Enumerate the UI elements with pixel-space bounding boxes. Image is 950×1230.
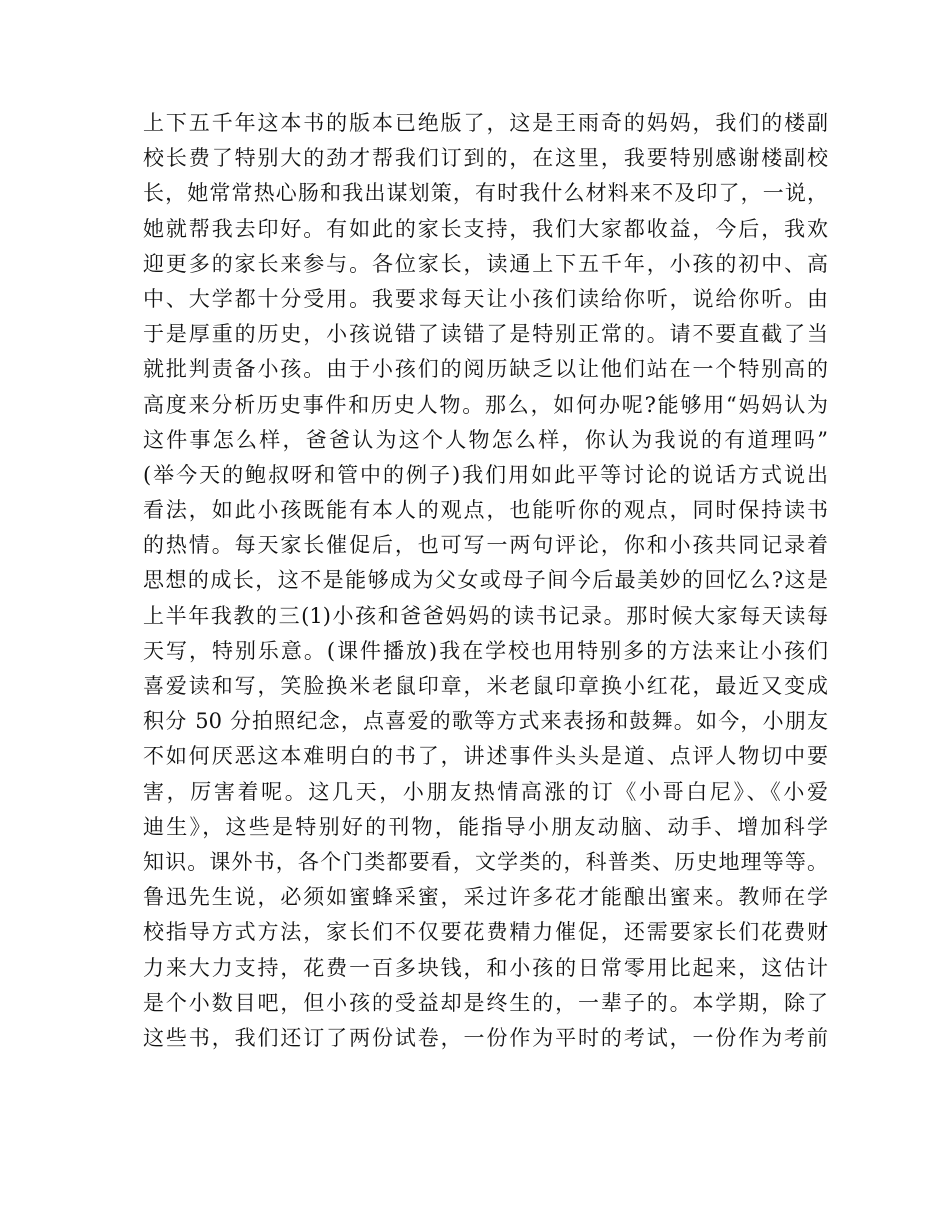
text-line: 害，厉害着呢。这几天，小朋友热情高涨的订《小哥白尼》、《小爱 xyxy=(143,779,828,804)
text-line: 不如何厌恶这本难明白的书了，讲述事件头头是道、点评人物切中要 xyxy=(143,744,828,769)
text-line: 迎更多的家长来参与。各位家长，读通上下五千年，小孩的初中、高 xyxy=(143,251,828,276)
text-line: 知识。课外书，各个门类都要看，文学类的，科普类、历史地理等等。 xyxy=(143,849,828,874)
text-line: 力来大力支持，花费一百多块钱，和小孩的日常零用比起来，这估计 xyxy=(143,955,828,980)
body-text xyxy=(143,106,828,1056)
text-line: 喜爱读和写，笑脸换米老鼠印章，米老鼠印章换小红花，最近又变成 xyxy=(143,674,828,698)
text-line: 她就帮我去印好。有如此的家长支持，我们大家都收益，今后，我欢 xyxy=(143,216,828,241)
text-line: 上下五千年这本书的版本已绝版了，这是王雨奇的妈妈，我们的楼副 xyxy=(143,111,828,135)
text-line: 中、大学都十分受用。我要求每天让小孩们读给你听，说给你听。由 xyxy=(143,286,828,311)
text-line: 鲁迅先生说，必须如蜜蜂采蜜，采过许多花才能酿出蜜来。教师在学 xyxy=(143,885,828,910)
text-line: 积分 50 分拍照纪念，点喜爱的歌等方式来表扬和鼓舞。如今，小朋友 xyxy=(143,709,828,734)
text-line: 看法，如此小孩既能有本人的观点，也能听你的观点，同时保持读书 xyxy=(143,498,828,523)
text-line: 高度来分析历史事件和历史人物。那么，如何办呢?能够用“妈妈认为 xyxy=(143,392,828,417)
text-line: 天写，特别乐意。(课件播放)我在学校也用特别多的方法来让小孩们 xyxy=(143,638,828,663)
text-line: 思想的成长，这不是能够成为父女或母子间今后最美妙的回忆么?这是 xyxy=(143,568,828,593)
text-line: 长，她常常热心肠和我出谋划策，有时我什么材料来不及印了，一说， xyxy=(143,181,828,206)
text-line: 于是厚重的历史，小孩说错了读错了是特别正常的。请不要直截了当 xyxy=(143,322,828,347)
text-line: (举今天的鲍叔呀和管中的例子)我们用如此平等讨论的说话方式说出 xyxy=(143,462,828,487)
text-line: 迪生》，这些是特别好的刊物，能指导小朋友动脑、动手、增加科学 xyxy=(143,814,828,839)
text-line: 是个小数目吧，但小孩的受益却是终生的，一辈子的。本学期，除了 xyxy=(143,990,828,1015)
text-line: 这些书，我们还订了两份试卷，一份作为平时的考试，一份作为考前 xyxy=(143,1025,828,1050)
text-line: 的热情。每天家长催促后，也可写一两句评论，你和小孩共同记录着 xyxy=(143,533,828,558)
text-line: 这件事怎么样，爸爸认为这个人物怎么样，你认为我说的有道理吗” xyxy=(143,427,828,452)
text-line: 校长费了特别大的劲才帮我们订到的，在这里，我要特别感谢楼副校 xyxy=(143,146,828,171)
text-line: 校指导方式方法，家长们不仅要花费精力催促，还需要家长们花费财 xyxy=(143,920,828,945)
text-line: 就批判责备小孩。由于小孩们的阅历缺乏以让他们站在一个特别高的 xyxy=(143,357,828,382)
text-line: 上半年我教的三(1)小孩和爸爸妈妈的读书记录。那时候大家每天读每 xyxy=(143,603,828,628)
